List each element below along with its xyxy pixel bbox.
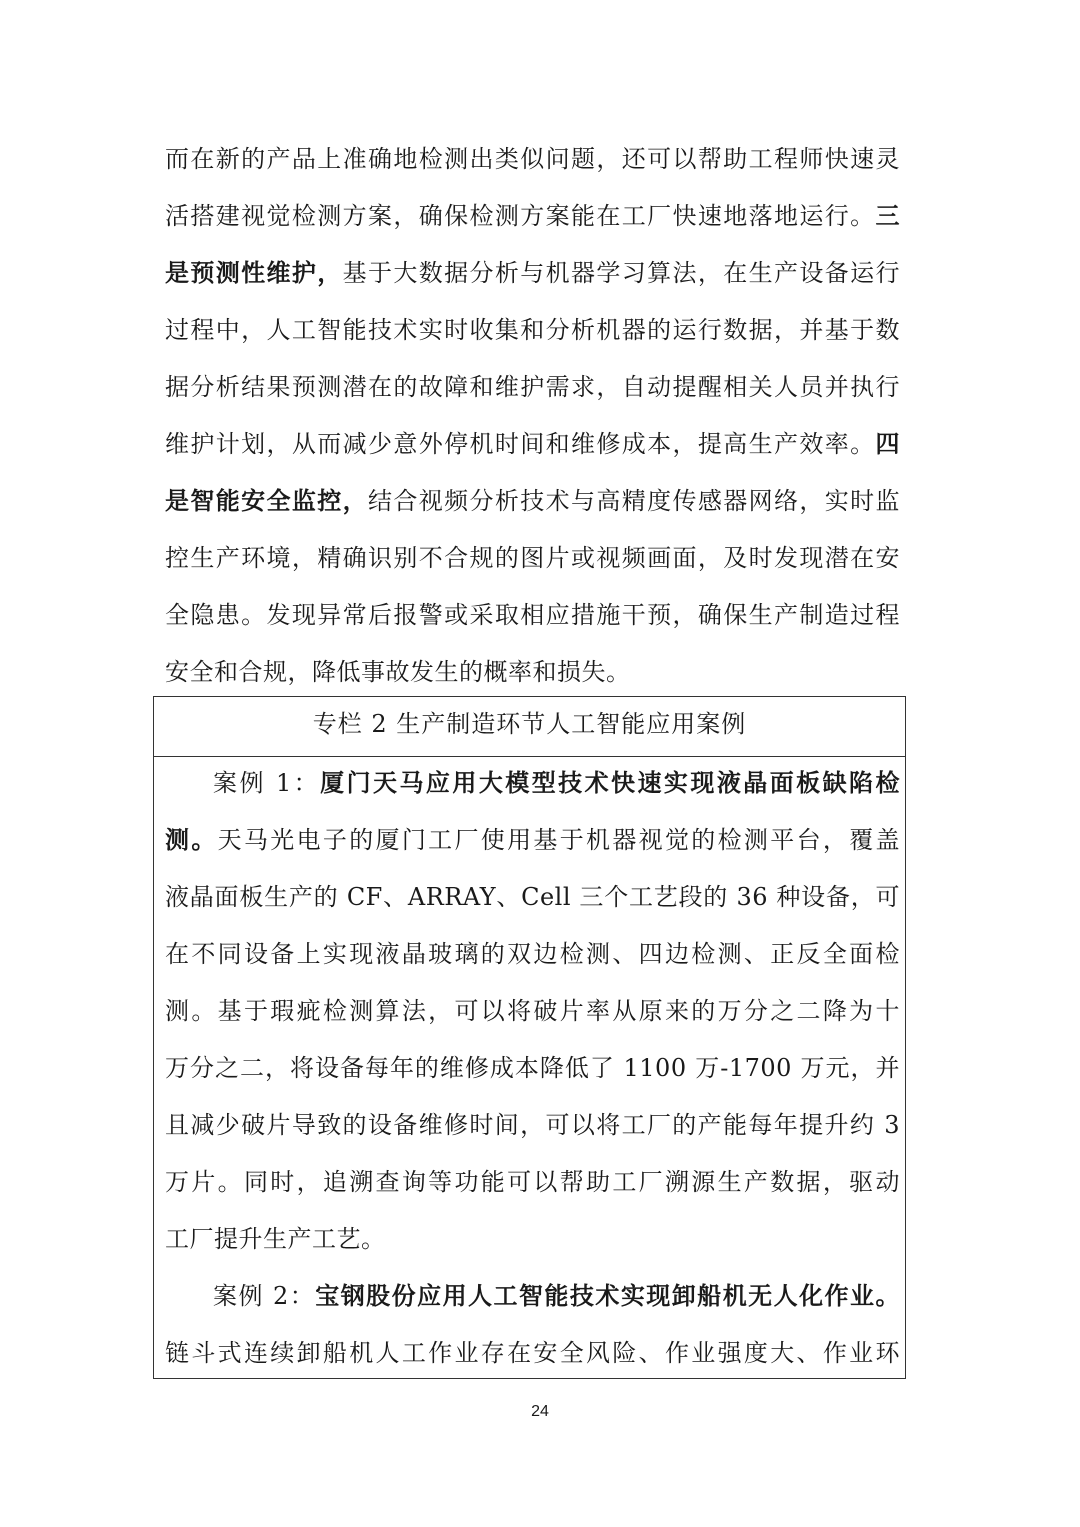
case1-line: 液晶面板生产的 CF、ARRAY、Cell 三个工艺段的 36 种设备，可 [165, 883, 900, 911]
case1-line: 工厂提升生产工艺。 [165, 1225, 386, 1253]
case2-heading-line: 案例 2：宝钢股份应用人工智能技术实现卸船机无人化作业。 [213, 1282, 900, 1310]
paragraph-line: 而在新的产品上准确地检测出类似问题，还可以帮助工程师快速灵 [165, 145, 900, 173]
case1-line: 且减少破片导致的设备维修时间，可以将工厂的产能每年提升约 3 [165, 1111, 900, 1139]
case1-line: 万片。同时，追溯查询等功能可以帮助工厂溯源生产数据，驱动 [165, 1168, 900, 1196]
case1-line: 测。基于瑕疵检测算法，可以将破片率从原来的万分之二降为十 [165, 997, 900, 1025]
paragraph-line: 据分析结果预测潜在的故障和维护需求，自动提醒相关人员并执行 [165, 373, 900, 401]
paragraph-line: 维护计划，从而减少意外停机时间和维修成本，提高生产效率。四 [165, 430, 900, 458]
paragraph-line: 全隐患。发现异常后报警或采取相应措施干预，确保生产制造过程 [165, 601, 900, 629]
paragraph-line: 活搭建视觉检测方案，确保检测方案能在工厂快速地落地运行。三 [165, 202, 900, 230]
paragraph-line: 是预测性维护，基于大数据分析与机器学习算法，在生产设备运行 [165, 259, 900, 287]
paragraph-line: 控生产环境，精确识别不合规的图片或视频画面，及时发现潜在安 [165, 544, 900, 572]
case1-line: 测。天马光电子的厦门工厂使用基于机器视觉的检测平台，覆盖 [165, 826, 901, 854]
case1-line: 万分之二，将设备每年的维修成本降低了 1100 万-1700 万元，并 [165, 1054, 900, 1082]
case2-line: 链斗式连续卸船机人工作业存在安全风险、作业强度大、作业环 [165, 1339, 900, 1367]
case1-heading-line: 案例 1：厦门天马应用大模型技术快速实现液晶面板缺陷检 [213, 769, 901, 797]
box-title: 专栏 2 生产制造环节人工智能应用案例 [312, 710, 747, 738]
case1-line: 在不同设备上实现液晶玻璃的双边检测、四边检测、正反全面检 [165, 940, 900, 968]
page-number: 24 [531, 1403, 549, 1420]
paragraph-line: 是智能安全监控，结合视频分析技术与高精度传感器网络，实时监 [165, 487, 900, 515]
box-divider [154, 756, 905, 757]
paragraph-line: 安全和合规，降低事故发生的概率和损失。 [165, 658, 631, 686]
paragraph-line: 过程中，人工智能技术实时收集和分析机器的运行数据，并基于数 [165, 316, 900, 344]
